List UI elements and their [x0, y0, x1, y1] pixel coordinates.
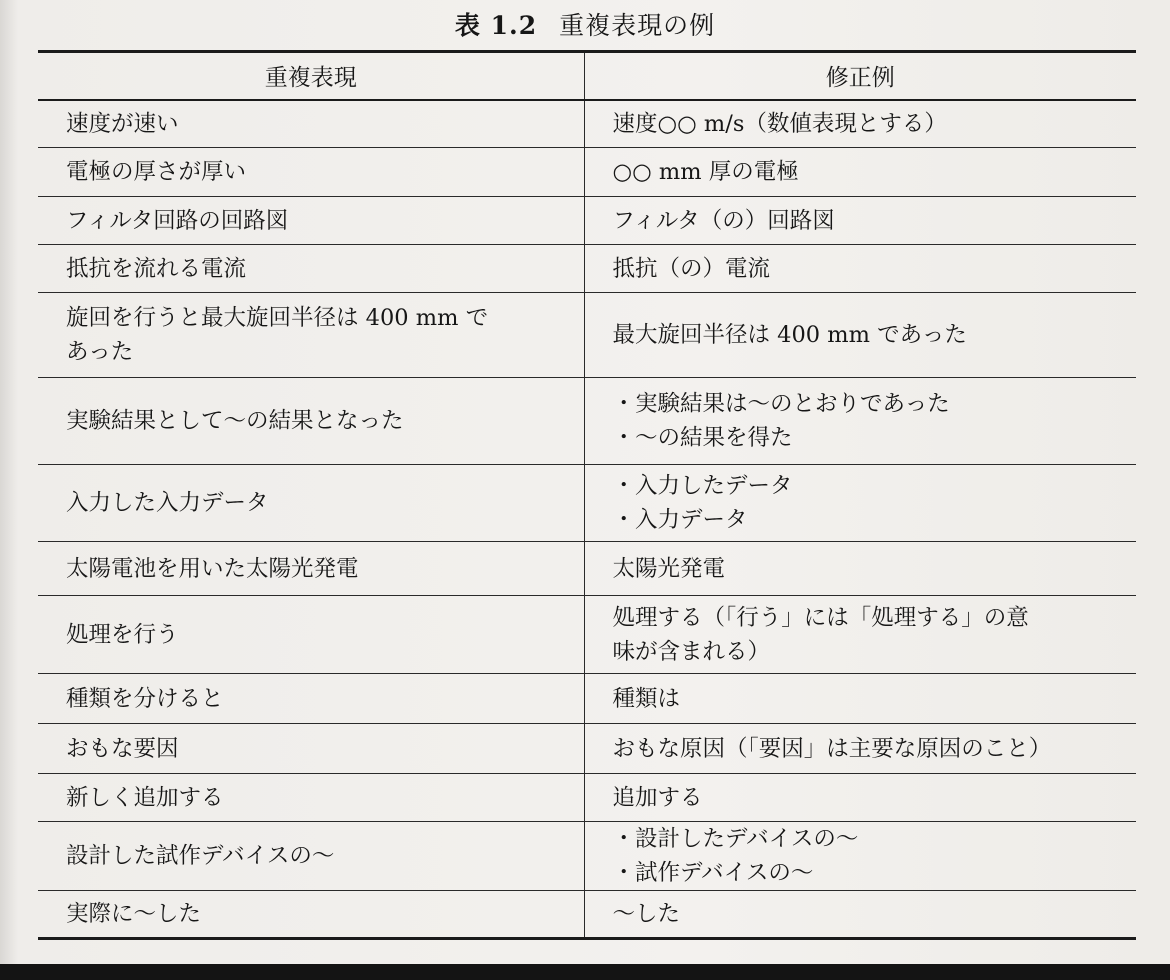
redundant-expression-cell	[38, 465, 584, 542]
redundant-expression-cell	[38, 378, 584, 465]
cell-line: 追加する	[612, 784, 703, 811]
redundant-expression-cell	[38, 822, 584, 891]
table-caption	[0, 6, 1170, 42]
cell-line: 実験結果として～の結果となった	[66, 408, 404, 434]
table-number: 表 1.2	[454, 11, 538, 40]
redundant-expression-cell	[38, 100, 584, 148]
redundant-expression-cell	[38, 724, 584, 774]
cell-line: 新しく追加する	[66, 784, 224, 811]
correction-example-cell	[584, 148, 1136, 197]
table-row	[38, 465, 1136, 542]
table-header-row	[38, 52, 1136, 100]
cell-line: 最大旋回半径は 400 mm であった	[612, 322, 967, 348]
table-row	[38, 293, 1136, 378]
cell-line: ・入力データ	[612, 507, 748, 533]
redundant-expression-cell	[38, 197, 584, 245]
correction-example-cell	[584, 245, 1136, 293]
redundant-expression-cell	[38, 674, 584, 724]
cell-line: ・実験結果は～のとおりであった	[612, 391, 950, 417]
redundant-expression-table	[38, 50, 1136, 940]
table-row	[38, 245, 1136, 293]
page-bottom-edge	[0, 964, 1170, 980]
cell-line: 旋回を行うと最大旋回半径は 400 mm で	[66, 305, 489, 331]
header-redundant-expression: 重複表現	[38, 52, 584, 100]
cell-line: 速度が速い	[66, 110, 179, 137]
cell-line: 電極の厚さが厚い	[66, 159, 247, 185]
correction-example-cell	[584, 774, 1136, 822]
correction-example-cell	[584, 465, 1136, 542]
table-row	[38, 891, 1136, 939]
cell-line: ～した	[612, 901, 681, 927]
table-row	[38, 774, 1136, 822]
cell-line: ・入力したデータ	[612, 473, 793, 499]
table-row	[38, 822, 1136, 891]
cell-line: 抵抗を流れる電流	[66, 255, 247, 282]
table-row	[38, 724, 1136, 774]
correction-example-cell	[584, 542, 1136, 596]
cell-line: フィルタ（の）回路図	[612, 207, 835, 234]
correction-example-cell	[584, 293, 1136, 378]
redundant-expression-cell	[38, 774, 584, 822]
correction-example-cell	[584, 197, 1136, 245]
table-row	[38, 542, 1136, 596]
table-body	[38, 100, 1136, 939]
redundant-expression-cell	[38, 245, 584, 293]
cell-line: ・～の結果を得た	[612, 425, 793, 451]
redundant-expression-cell	[38, 148, 584, 197]
correction-example-cell	[584, 596, 1136, 674]
cell-line: ・試作デバイスの～	[612, 860, 814, 886]
table-row	[38, 197, 1136, 245]
table-row	[38, 596, 1136, 674]
table-row	[38, 674, 1136, 724]
redundant-expression-cell	[38, 293, 584, 378]
header-correction-example: 修正例	[584, 52, 1136, 100]
correction-example-cell	[584, 100, 1136, 148]
cell-line: 処理する（「行う」には「処理する」の意	[612, 604, 1029, 631]
cell-line: おもな原因（「要因」は主要な原因のこと）	[612, 735, 1052, 762]
redundant-expression-cell	[38, 596, 584, 674]
cell-line: 種類は	[612, 685, 681, 712]
cell-line: 味が含まれる）	[612, 638, 771, 665]
correction-example-cell	[584, 674, 1136, 724]
cell-line: 太陽電池を用いた太陽光発電	[66, 555, 359, 582]
cell-line: 太陽光発電	[612, 555, 726, 582]
cell-line: あった	[66, 339, 134, 365]
redundant-expression-cell	[38, 891, 584, 939]
table-row	[38, 378, 1136, 465]
correction-example-cell	[584, 724, 1136, 774]
table	[38, 50, 1136, 940]
cell-line: ○○ mm 厚の電極	[612, 159, 799, 185]
table-row	[38, 100, 1136, 148]
cell-line: 抵抗（の）電流	[612, 255, 771, 282]
cell-line: 処理を行う	[66, 621, 179, 648]
cell-line: 入力した入力データ	[66, 490, 269, 516]
correction-example-cell	[584, 822, 1136, 891]
cell-line: おもな要因	[66, 735, 179, 762]
table-row	[38, 148, 1136, 197]
cell-line: 実際に～した	[66, 901, 202, 927]
cell-line: 速度○○ m/s（数値表現とする）	[612, 110, 947, 137]
cell-line: 種類を分けると	[66, 685, 224, 712]
correction-example-cell	[584, 891, 1136, 939]
correction-example-cell	[584, 378, 1136, 465]
cell-line: フィルタ回路の回路図	[66, 207, 289, 234]
cell-line: 設計した試作デバイスの～	[66, 843, 335, 869]
redundant-expression-cell	[38, 542, 584, 596]
cell-line: ・設計したデバイスの～	[612, 826, 859, 852]
table-title: 重複表現の例	[559, 11, 716, 40]
